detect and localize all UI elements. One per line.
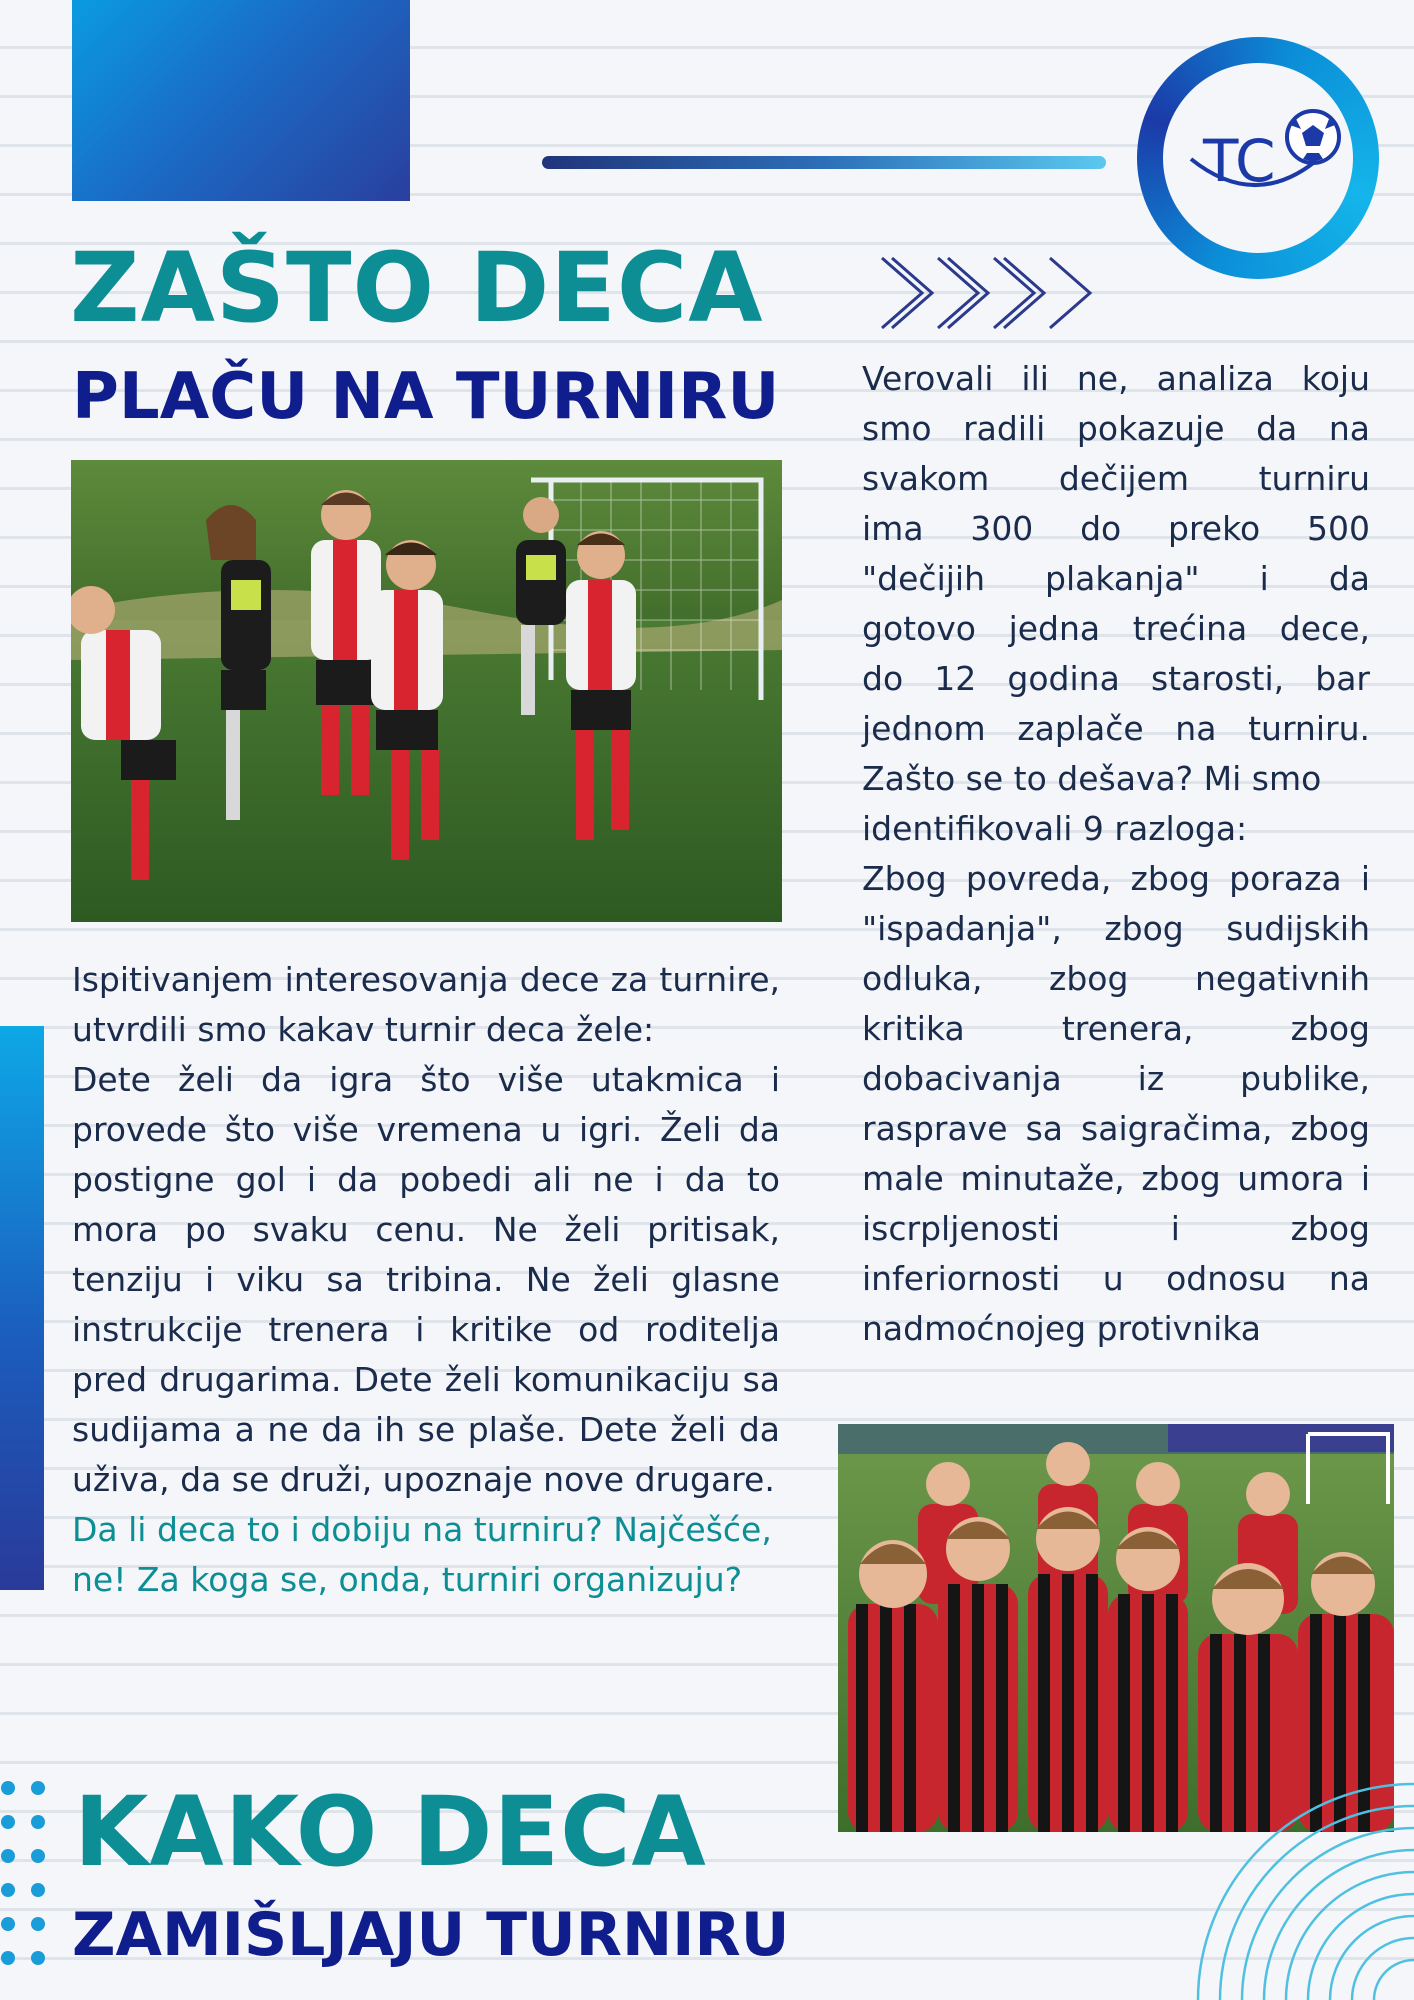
teal-question: Da li deca to i dobiju na turniru? Najčešće, ne! Za koga se, onda, turniri organizuju? <box>72 1510 772 1599</box>
intro-line-3: svakom dečijem turniru <box>862 459 1370 498</box>
main-heading-top: ZAŠTO DECA <box>70 232 764 344</box>
intro-line-8: jednom zaplače na turniru. <box>862 709 1370 748</box>
question-text: Zašto se to dešava? Mi smo identifikovali 9 razloga: <box>862 759 1322 848</box>
right-column-text <box>862 354 1370 1354</box>
decorative-blue-square <box>72 0 410 201</box>
sub-heading-top: PLAČU NA TURNIRU <box>72 360 780 434</box>
intro-line-6: gotovo jedna trećina dece, <box>862 609 1370 648</box>
intro-line-4: ima 300 do preko 500 <box>862 509 1370 548</box>
logo-text: TC <box>1203 127 1276 195</box>
photo-boys-celebrating <box>71 460 782 922</box>
reasons-text: Zbog povreda, zbog poraza i "ispadanja", zbog sudijskih odluka, zbog negativnih kritika trenera, zbog dobacivanja iz publike, rasprave sa saigračima, zbog male minutaže, zbog umora i iscrpljenosti i zbog inferiornosti u odnosu na nadmoćnojeg protivnika <box>862 859 1370 1348</box>
sub-heading-bottom: ZAMIŠLJAJU TURNIRU <box>72 1900 790 1970</box>
logo-mark-icon <box>1163 63 1353 253</box>
club-logo <box>1137 37 1379 279</box>
survey-intro: Ispitivanjem interesovanja dece za turnire, utvrdili smo kakav turnir deca žele: <box>72 960 780 1049</box>
main-heading-bottom: KAKO DECA <box>74 1776 707 1888</box>
decorative-side-bar <box>0 1026 44 1590</box>
left-column-text <box>72 955 780 1605</box>
intro-line-7: do 12 godina starosti, bar <box>862 659 1370 698</box>
child-wishes: Dete želi da igra što više utakmica i provede što više vremena u igri. Želi da postigne gol i da pobedi ali ne i da to mora po svaku cenu. Ne želi pritisak, tenziju i viku sa tribina. Ne želi glasne instrukcije trenera i kritike od roditelja pred drugarima. Dete želi komunikaciju sa sudijama a ne da ih se plaše. Dete želi da uživa, da se druži, upoznaje nove drugare. <box>72 1060 780 1499</box>
intro-line-2: smo radili pokazuje da na <box>862 409 1370 448</box>
intro-line-1: Verovali ili ne, analiza koju <box>862 359 1370 398</box>
decorative-gradient-line <box>542 156 1106 169</box>
chevron-arrows-icon <box>878 248 1098 338</box>
logo-inner-circle <box>1163 63 1353 253</box>
soccer-ball-icon <box>1287 111 1339 163</box>
decorative-dots-icon <box>0 1776 60 1976</box>
intro-line-5: "dečijih plakanja" i da <box>862 559 1370 598</box>
decorative-arcs-icon <box>1150 1760 1414 2000</box>
